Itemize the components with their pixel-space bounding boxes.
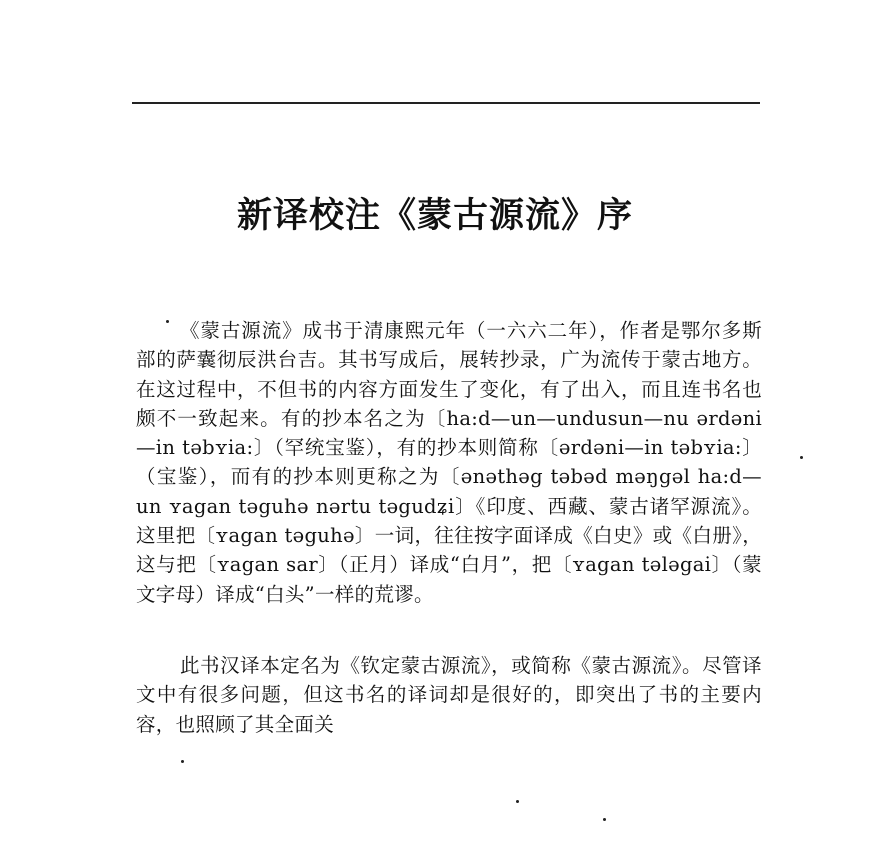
scan-speck	[800, 456, 803, 459]
header-rule	[132, 102, 760, 104]
scan-speck	[516, 800, 519, 803]
scan-speck	[603, 818, 606, 821]
scan-speck	[181, 760, 184, 763]
page-title: 新译校注《蒙古源流》序	[236, 195, 633, 236]
paragraph-1: 《蒙古源流》成书于清康熙元年（一六六二年），作者是鄂尔多斯部的萨囊彻辰洪台吉。其书写成后，展转抄录，广为流传于蒙古地方。在这过程中，不但书的内容方面发生了变化，有了出入，而且连书名也颇不一致起来。有的抄本名之为〔ha:d—un—undusun—nu ərdəni—in təbʏia:〕（罕统宝鉴），有的抄本则简称〔ərdəni—in təbʏia:〕（宝鉴），而有的抄本则更称之为〔ənəthəg təbəd məŋgəl ha:d—un ʏagan təguhə nərtu təgudʑi〕《印度、西藏、蒙古诸罕源流》。这里把〔ʏagan təguhə〕一词，往往按字面译成《白史》或《白册》，这与把〔ʏagan sar〕（正月）译成“白月”，把〔ʏagan tələgai〕（蒙文字母）译成“白头”一样的荒谬。	[136, 319, 762, 606]
scan-speck	[166, 320, 169, 323]
paragraph-2: 此书汉译本定名为《钦定蒙古源流》，或简称《蒙古源流》。尽管译文中有很多问题，但这书名的译词却是很好的，即突出了书的主要内容，也照顾了其全面关	[136, 654, 762, 736]
